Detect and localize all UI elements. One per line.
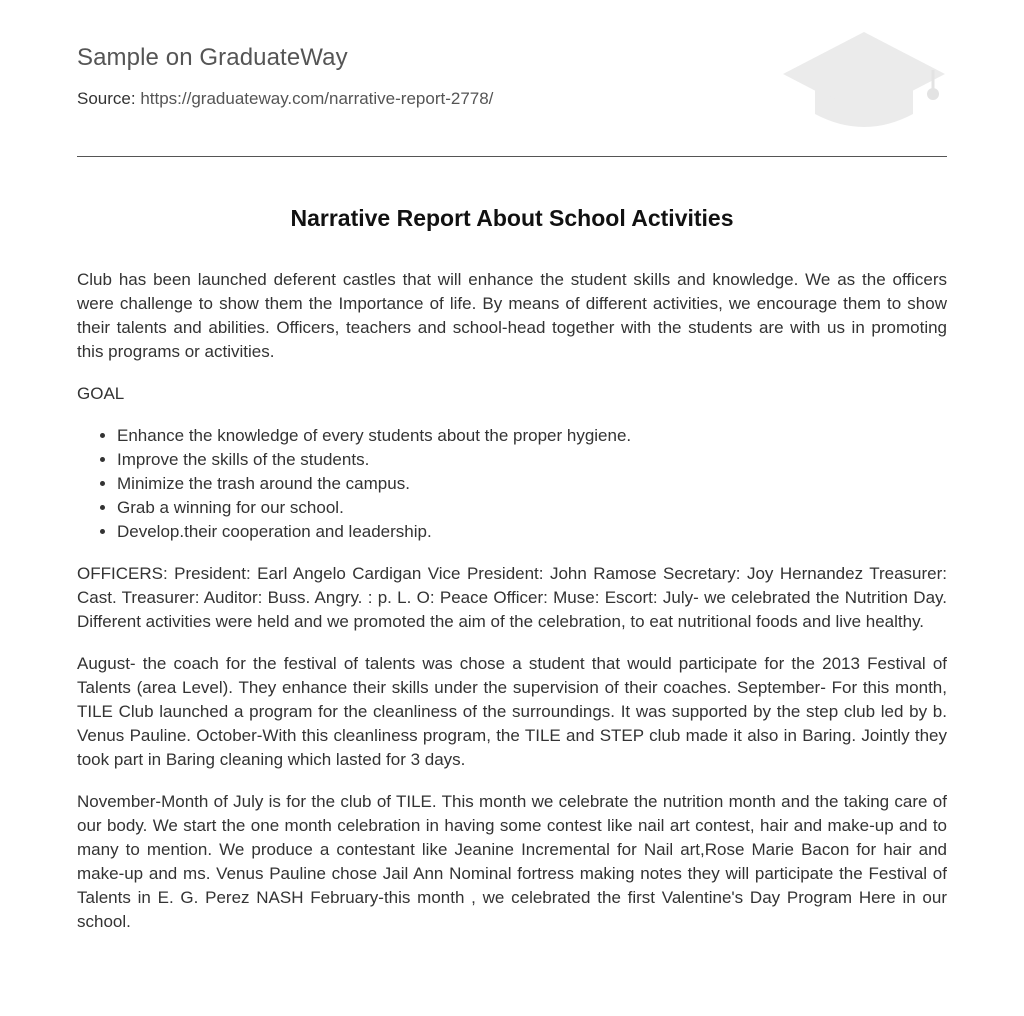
list-item: • Minimize the trash around the campus. [117,472,947,496]
source-label: Source: [77,89,136,108]
header [77,0,947,157]
november-paragraph: November-Month of July is for the club of TILE. This month we celebrate the nutrition month and the taking care of our body. We start the one month celebration in having some contest like nail art contest, hair and make-up and to many to mention. We produce a contestant like Jeanine Incremental for Nail art,Rose Marie Bacon for hair and make-up and ms. Venus Pauline chose Jail Ann Nominal fortress making notes they will participate the Festival of Talents in E. G. Perez NASH February-this month , we celebrated the first Valentine's Day Program Here in our school. [77,792,947,931]
officers-paragraph: OFFICERS: President: Earl Angelo Cardigan Vice President: John Ramose Secretary: Joy Hernandez Treasurer: Cast. Treasurer: Auditor: Buss. Angry. : p. L. O: Peace Officer: Muse: Escort: July- we celebrated the Nutrition Day. Different activities were held and we promoted the aim of the celebration, to eat nutritional foods and live healthy. [77,564,947,631]
source-link[interactable]: https://graduateway.com/narrative-report-2778/ [140,89,494,108]
article-body [77,268,947,952]
list-item: • Improve the skills of the students. [117,448,947,472]
graduation-cap-icon [781,30,947,134]
page [77,0,947,931]
goal-heading: GOAL [77,384,125,403]
goal-list [77,424,947,544]
page-title: Narrative Report About School Activities [290,205,734,231]
list-item: • Grab a winning for our school. [117,496,947,520]
list-item: • Enhance the knowledge of every students about the proper hygiene. [117,424,947,448]
august-paragraph: August- the coach for the festival of talents was chose a student that would participate for the 2013 Festival of Talents (area Level). They enhance their skills under the supervision of their coaches. September- For this month, TILE Club launched a program for the cleanliness of the surroundings. It was supported by the step club led by b. Venus Pauline. October-With this cleanliness program, the TILE and STEP club made it also in Baring. Jointly they took part in Baring cleaning which lasted for 3 days. [77,654,947,769]
list-item: • Develop.their cooperation and leadership. [117,520,947,544]
intro-paragraph: Club has been launched deferent castles that will enhance the student skills and knowledge. We as the officers were challenge to show them the Importance of life. By means of different activities, we encourage them to show their talents and abilities. Officers, teachers and school-head together with the students are with us in promoting this programs or activities. [77,270,947,361]
source-line [77,89,493,109]
site-title: Sample on GraduateWay [77,44,348,71]
